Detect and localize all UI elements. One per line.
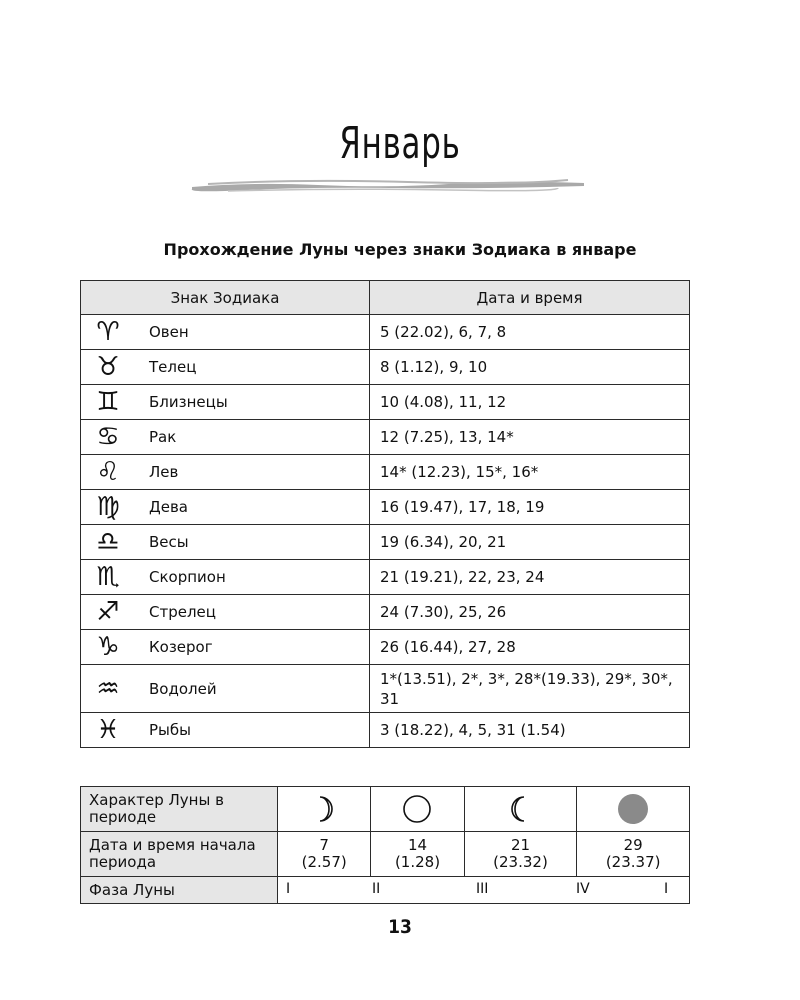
period-time: (23.37) — [605, 853, 661, 871]
table-row — [81, 490, 690, 525]
waning-crescent-icon — [505, 794, 535, 824]
moon-phase-row — [81, 877, 690, 904]
table-row — [81, 385, 690, 420]
date-time-cell: 12 (7.25), 13, 14* — [370, 420, 690, 455]
date-time-cell: 3 (18.22), 4, 5, 31 (1.54) — [370, 713, 690, 748]
date-time-cell: 24 (7.30), 25, 26 — [370, 595, 690, 630]
date-time-cell: 8 (1.12), 9, 10 — [370, 350, 690, 385]
table-row — [81, 455, 690, 490]
table-row — [81, 630, 690, 665]
sign-name: Близнецы — [149, 393, 228, 411]
phase-mark: II — [372, 881, 381, 897]
date-time-cell: 16 (19.47), 17, 18, 19 — [370, 490, 690, 525]
header-date-time: Дата и время — [370, 281, 690, 315]
date-time-cell: 19 (6.34), 20, 21 — [370, 525, 690, 560]
moon-character-cell — [278, 787, 371, 832]
sign-name: Весы — [149, 533, 189, 551]
sign-name: Дева — [149, 498, 188, 516]
sign-cell — [81, 713, 370, 748]
sign-name: Овен — [149, 323, 189, 341]
sign-name: Рыбы — [149, 721, 191, 739]
table-row — [81, 595, 690, 630]
moon-phase-table — [80, 786, 690, 904]
period-start-row — [81, 832, 690, 877]
period-start-cell — [577, 832, 690, 877]
sign-cell — [81, 315, 370, 350]
date-time-cell: 26 (16.44), 27, 28 — [370, 630, 690, 665]
table-row — [81, 350, 690, 385]
date-time-cell: 14* (12.23), 15*, 16* — [370, 455, 690, 490]
period-day: 7 — [319, 836, 329, 854]
date-time-cell: 10 (4.08), 11, 12 — [370, 385, 690, 420]
sign-cell — [81, 595, 370, 630]
taurus-icon: ♉ — [96, 352, 120, 382]
phase-mark: I — [664, 881, 669, 897]
sagittarius-icon: ♐ — [96, 597, 120, 627]
waxing-crescent-icon — [309, 794, 339, 824]
date-time-cell: 5 (22.02), 6, 7, 8 — [370, 315, 690, 350]
sign-name: Лев — [149, 463, 179, 481]
scorpio-icon: ♏ — [96, 562, 120, 592]
header-sign: Знак Зодиака — [81, 281, 370, 315]
sign-name: Водолей — [149, 679, 217, 698]
period-time: (2.57) — [301, 853, 347, 871]
period-day: 21 — [510, 836, 531, 854]
page-number: 13 — [388, 916, 412, 938]
sign-cell — [81, 490, 370, 525]
sign-name: Рак — [149, 428, 177, 446]
cancer-icon: ♋ — [96, 422, 120, 452]
table-caption: Прохождение Луны через знаки Зодиака в январе — [163, 240, 637, 259]
sign-cell — [81, 385, 370, 420]
aquarius-icon: ♒ — [96, 673, 120, 704]
sign-name: Скорпион — [149, 568, 226, 586]
table-row — [81, 713, 690, 748]
sign-cell — [81, 525, 370, 560]
moon-character-label: Характер Луны в периоде — [81, 787, 278, 832]
table-row — [81, 665, 690, 713]
sign-cell — [81, 420, 370, 455]
decorative-brush-stroke — [188, 176, 588, 196]
capricorn-icon: ♑ — [96, 632, 120, 662]
period-start-cell — [278, 832, 371, 877]
full-moon-icon — [400, 792, 434, 826]
page-title: Январь — [339, 118, 461, 169]
aries-icon: ♈ — [96, 317, 120, 347]
table-row — [81, 560, 690, 595]
libra-icon: ♎ — [96, 527, 120, 557]
table-row — [81, 315, 690, 350]
period-time: (23.32) — [493, 853, 548, 871]
phase-mark: III — [476, 881, 489, 897]
sign-cell — [81, 455, 370, 490]
sign-cell — [81, 350, 370, 385]
phase-mark: IV — [576, 881, 590, 897]
period-day: 29 — [623, 836, 643, 854]
sign-cell — [81, 560, 370, 595]
virgo-icon: ♍ — [96, 492, 120, 522]
sign-cell — [81, 630, 370, 665]
table-row — [81, 420, 690, 455]
sign-name: Телец — [149, 358, 197, 376]
period-start-cell — [464, 832, 577, 877]
leo-icon: ♌ — [96, 457, 120, 487]
sign-name: Стрелец — [149, 603, 216, 621]
date-time-cell: 1*(13.51), 2*, 3*, 28*(19.33), 29*, 30*, 31 — [370, 665, 690, 713]
phase-mark: I — [286, 881, 291, 897]
gemini-icon: ♊ — [96, 387, 120, 417]
period-day: 14 — [407, 836, 428, 854]
sign-cell — [81, 665, 370, 713]
new-moon-icon — [615, 791, 651, 827]
moon-character-row — [81, 787, 690, 832]
table-header-row — [81, 281, 690, 315]
period-start-cell — [371, 832, 464, 877]
zodiac-transit-table — [80, 280, 690, 748]
moon-character-cell — [464, 787, 577, 832]
period-time: (1.28) — [394, 853, 441, 871]
moon-phase-label: Фаза Луны — [81, 877, 278, 904]
pisces-icon: ♓ — [96, 715, 120, 745]
moon-character-cell — [371, 787, 464, 832]
table-row — [81, 525, 690, 560]
date-time-cell: 21 (19.21), 22, 23, 24 — [370, 560, 690, 595]
sign-name: Козерог — [149, 638, 213, 656]
moon-character-cell — [577, 787, 690, 832]
period-start-label: Дата и время начала периода — [81, 832, 278, 877]
moon-phase-scale — [278, 877, 690, 904]
